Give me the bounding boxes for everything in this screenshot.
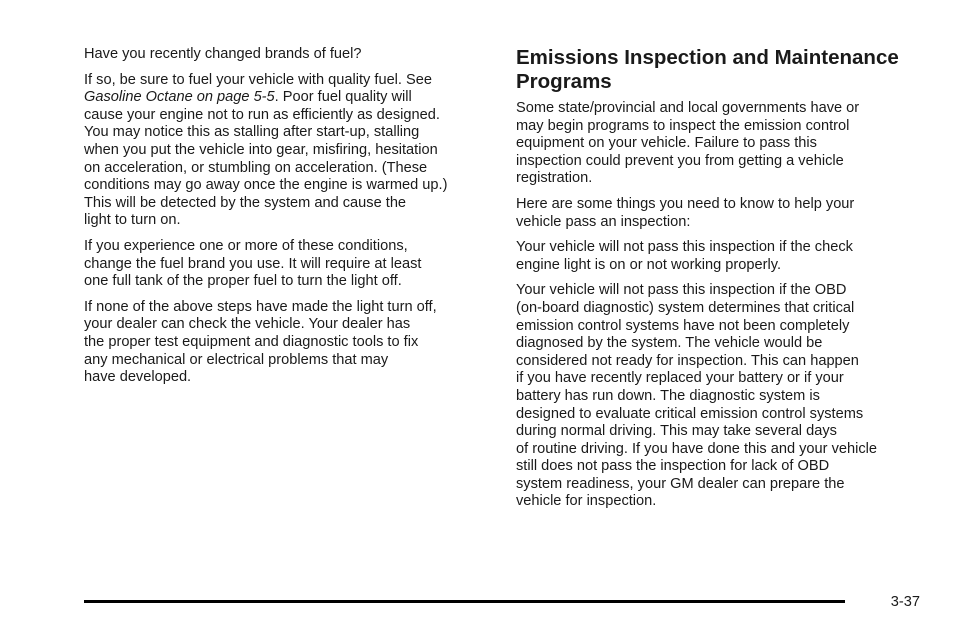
obd-readiness-paragraph: Your vehicle will not pass this inspection if the OBD (on-board diagnostic) system determines that critical emission control systems have not been completely diagnosed by the system. The vehicle would be considered not ready for inspection. This can happen if you have recently replaced your battery or if your battery has run down. The diagnostic system is designed to evaluate critical emission control systems during normal driving. This may take several days of routine driving. If you have done this and your vehicle still does not pass the inspection for lack of OBD system readiness, your GM dealer can prepare the vehicle for inspection.: [516, 282, 878, 510]
change-fuel-brand-paragraph: If you experience one or more of these conditions, change the fuel brand you use. It will require at least one full tank of the proper fuel to turn the light off.: [84, 237, 422, 290]
section-heading: Emissions Inspection and Maintenance Programs: [516, 46, 899, 93]
right-column: [516, 46, 926, 519]
page-number: 3-37: [890, 594, 920, 610]
fuel-brand-question: Have you recently changed brands of fuel?: [84, 46, 362, 62]
fuel-quality-paragraph: [84, 72, 494, 230]
check-engine-light-paragraph: Your vehicle will not pass this inspection if the check engine light is on or not working properly.: [516, 239, 853, 273]
fuel-quality-body: . Poor fuel quality will cause your engine not to run as efficiently as designed. You may notice this as stalling after start-up, stalling when you put the vehicle into gear, misfiring, hesitation on acceleration, or stumbling on acceleration. (These conditions may go away once the engine is warmed up.) This will be detected by the system and cause the light to turn on.: [84, 89, 448, 229]
inspection-programs-paragraph: Some state/provincial and local governments have or may begin programs to inspect the emission control equipment on your vehicle. Failure to pass this inspection could prevent you from getting a vehicle registration.: [516, 100, 860, 187]
footer-rule: [84, 600, 845, 603]
left-column: [84, 46, 494, 395]
fuel-quality-intro: If so, be sure to fuel your vehicle with quality fuel. See: [84, 71, 433, 88]
gasoline-octane-reference: Gasoline Octane on page 5-5: [84, 89, 275, 106]
dealer-check-paragraph: If none of the above steps have made the light turn off, your dealer can check the vehicle. Your dealer has the proper test equipment and diagnostic tools to fix any mechanical or electrical problems that may have developed.: [84, 298, 437, 386]
inspection-tips-intro: Here are some things you need to know to help your vehicle pass an inspection:: [516, 195, 855, 230]
